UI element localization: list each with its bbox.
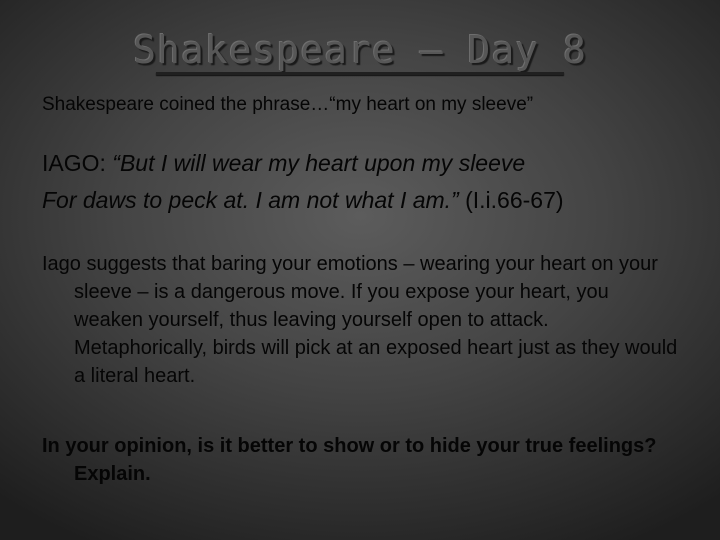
iago-quote: [42, 145, 682, 219]
quote-line-1: “But I will wear my heart upon my sleeve: [112, 150, 526, 176]
quote-speaker: IAGO:: [42, 150, 113, 176]
analysis-paragraph: Iago suggests that baring your emotions – wearing your heart on your sleeve – is a dangerous move. If you expose your heart, you weaken yourself, thus leaving yourself open to attack. Metaphorically, birds will pick at an exposed heart just as they would a literal heart.: [42, 253, 678, 387]
title-underline: [156, 72, 564, 75]
slide-title: [0, 28, 720, 72]
quote-citation: (I.i.66-67): [458, 187, 564, 213]
quote-line-2: For daws to peck at. I am not what I am.”: [42, 187, 459, 213]
discussion-question: In your opinion, is it better to show or to hide your true feelings? Explain.: [42, 435, 657, 485]
slide-title-text: Shakespeare – Day 8: [133, 28, 587, 72]
intro-text: Shakespeare coined the phrase…“my heart on my sleeve”: [42, 94, 534, 115]
